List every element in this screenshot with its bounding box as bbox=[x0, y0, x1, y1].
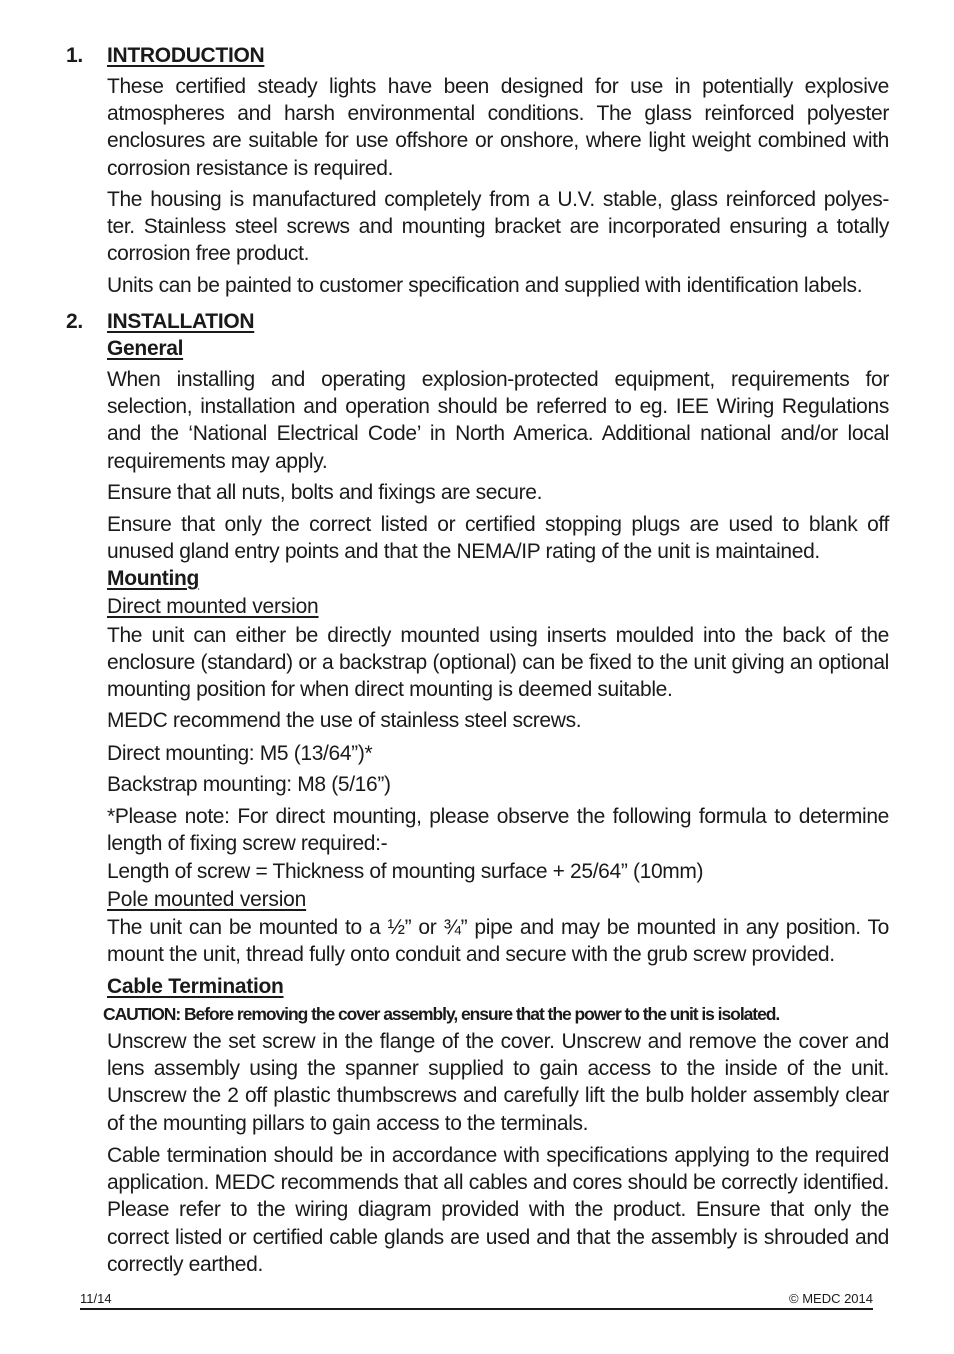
footer-date: 11/14 bbox=[80, 1291, 112, 1306]
section-number: 2. bbox=[66, 310, 83, 333]
direct-paragraph-1: The unit can either be directly mounted using inserts moulded into the back of the enclosure (standard) or a backstrap (optional) can be fixed to the unit giving an optional mounting position for when direct mounting is deemed suitable. bbox=[107, 624, 889, 702]
intro-paragraph-2: The housing is manufactured completely from a U.V. stable, glass reinforced polyes- ter. Stainless steel screws and mounting bracket are incorporated ensuring a totally corrosion free product. bbox=[107, 188, 889, 266]
pole-mounted-heading: Pole mounted version bbox=[107, 888, 307, 911]
direct-mounted-heading: Direct mounted version bbox=[107, 595, 319, 618]
section-2-heading bbox=[66, 310, 254, 334]
intro-paragraph-1: These certified steady lights have been designed for use in potentially explosive atmospheres and harsh environmental conditions. The glass reinforced polyester enclosures are suitable for use offshore or onshore, where light weight combined with corrosion resistance is required. bbox=[107, 75, 889, 180]
general-paragraph-1: When installing and operating explosion-protected equipment, requirements for selection, installation and operation should be referred to eg. IEE Wiring Regulations and the ‘National Electrical Code’ in North America. Additional national and/or local requirements may apply. bbox=[107, 368, 889, 473]
direct-paragraph-4: Backstrap mounting: M8 (5/16”) bbox=[107, 773, 391, 796]
general-paragraph-2: Ensure that all nuts, bolts and fixings are secure. bbox=[107, 481, 543, 504]
direct-paragraph-3: Direct mounting: M5 (13/64”)* bbox=[107, 742, 373, 765]
footer-divider bbox=[80, 1308, 873, 1310]
general-paragraph-3: Ensure that only the correct listed or certified stopping plugs are used to blank off unused gland entry points and that the NEMA/IP rating of the unit is maintained. bbox=[107, 513, 889, 564]
cable-termination-heading: Cable Termination bbox=[107, 975, 284, 998]
intro-paragraph-3: Units can be painted to customer specification and supplied with identification labels. bbox=[107, 274, 863, 297]
section-title: INSTALLATION bbox=[107, 310, 255, 333]
direct-paragraph-2: MEDC recommend the use of stainless steel screws. bbox=[107, 709, 582, 732]
mounting-heading: Mounting bbox=[107, 567, 200, 590]
cable-paragraph-2: Cable termination should be in accordance with specifications applying to the required application. MEDC recommends that all cables and cores should be correctly identified. Please refer to the wiring diagram provided with the product. Ensure that only the correct listed or certified cable glands are used and that the assembly is shrouded and correctly earthed. bbox=[107, 1144, 889, 1276]
direct-paragraph-6: Length of screw = Thickness of mounting surface + 25/64” (10mm) bbox=[107, 860, 704, 883]
direct-paragraph-5: *Please note: For direct mounting, please observe the following formula to determine length of fixing screw required:- bbox=[107, 805, 889, 856]
section-title: INTRODUCTION bbox=[107, 44, 265, 67]
caution-note: CAUTION: Before removing the cover assembly, ensure that the power to the unit is isolated. bbox=[103, 1004, 780, 1024]
section-number: 1. bbox=[66, 44, 83, 67]
cable-paragraph-1: Unscrew the set screw in the flange of the cover. Unscrew and remove the cover and lens assembly using the spanner supplied to gain access to the inside of the unit. Unscrew the 2 off plastic thumbscrews and carefully lift the bulb holder assembly clear of the mounting pillars to gain access to the terminals. bbox=[107, 1030, 889, 1135]
pole-paragraph-1: The unit can be mounted to a ½” or ¾” pipe and may be mounted in any position. To mount the unit, thread fully onto conduit and secure with the grub screw provided. bbox=[107, 916, 889, 967]
footer-copyright: © MEDC 2014 bbox=[789, 1291, 873, 1306]
section-1-heading bbox=[66, 44, 264, 68]
general-heading: General bbox=[107, 337, 184, 360]
